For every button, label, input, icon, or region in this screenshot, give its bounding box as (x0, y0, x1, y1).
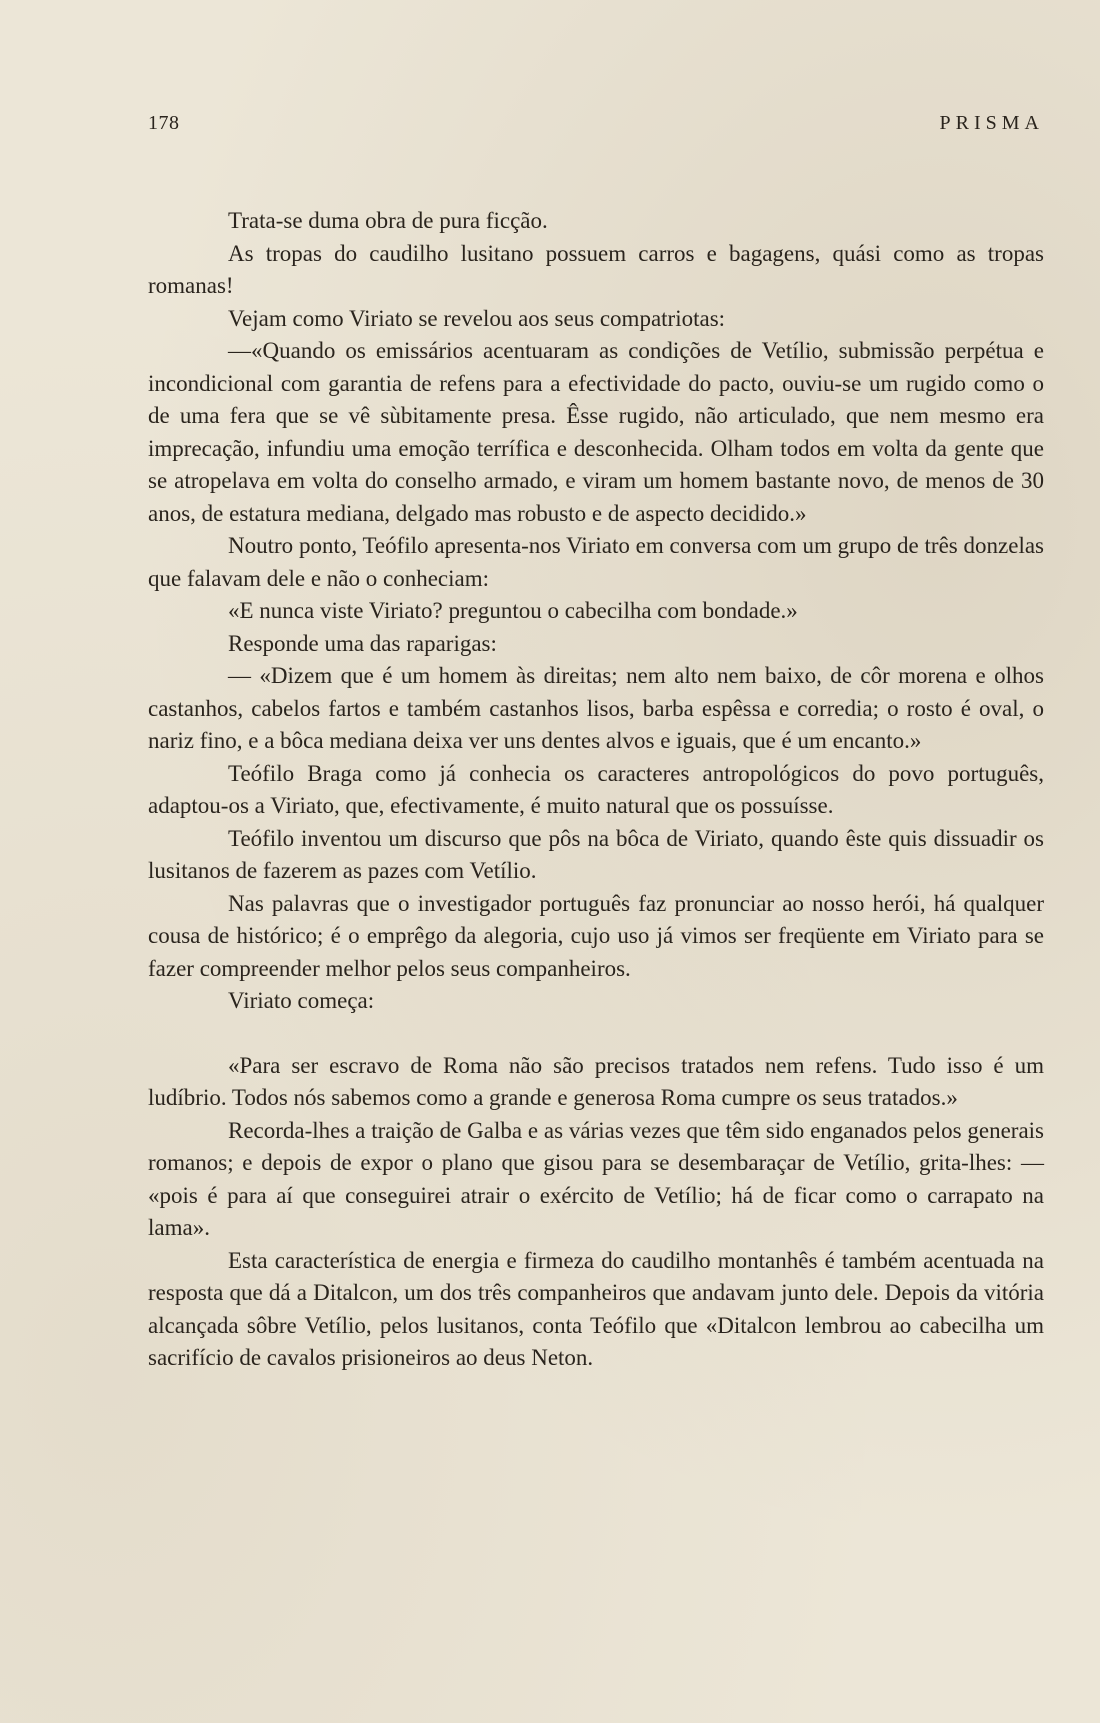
paragraph: Noutro ponto, Teófilo apresenta-nos Viriato em conversa com um grupo de três donzelas que falavam dele e não o conheciam: (148, 533, 1044, 591)
journal-title: PRISMA (939, 112, 1044, 134)
running-head (148, 112, 1044, 142)
quoted-paragraph: «E nunca viste Viriato? preguntou o cabecilha com bondade.» (228, 598, 798, 623)
paragraph: Teófilo inventou um discurso que pôs na bôca de Viriato, quando êste quis dissuadir os lusitanos de fazerem as pazes com Vetílio. (148, 825, 1044, 883)
quoted-paragraph: «Para ser escravo de Roma não são precisos tratados nem refens. Tudo isso é um ludíbrio. Todos nós sabemos como a grande e generosa Roma cumpre os seus tratados.» (148, 1052, 1044, 1110)
body-text (148, 205, 1044, 1375)
paragraph: As tropas do caudilho lusitano possuem carros e bagagens, quási como as tropas romanas! (148, 240, 1044, 298)
paragraph: Vejam como Viriato se revelou aos seus compatriotas: (228, 305, 726, 331)
paragraph: Nas palavras que o investigador português faz pronunciar ao nosso herói, há qualquer cousa de histórico; é o emprêgo da alegoria, cujo uso já vimos ser freqüente em Viriato para se fazer compreender melhor pelos seus companheiros. (148, 890, 1044, 981)
paragraph: Teófilo Braga como já conhecia os caracteres antropológicos do povo português, adaptou-os a Viriato, que, efectivamente, é muito natural que os possuísse. (148, 760, 1044, 818)
quoted-paragraph: —«Quando os emissários acentuaram as condições de Vetílio, submissão perpétua e incondicional com garantia de refens para a efectividade do pacto, ouviu-se um rugido como o de uma fera que se vê sùbitamente presa. Êsse rugido, não articulado, que nem mesmo era imprecação, infundiu uma emoção terrífica e desconhecida. Olham todos em volta da gente que se atropelava em volta do conselho armado, e viram um homem bastante novo, de menos de 30 anos, de estatura mediana, delgado mas robusto e de aspecto decidido.» (148, 338, 1044, 526)
paragraph: Viriato começa: (228, 988, 375, 1013)
paragraph: Recorda-lhes a traição de Galba e as várias vezes que têm sido enganados pelos generais romanos; e depois de expor o plano que gisou para se desembaraçar de Vetílio, grita-lhes: — «pois é para aí que conseguirei atrair o exército de Vetílio; há de ficar como o carrapato na lama». (148, 1117, 1044, 1240)
paragraph: Trata-se duma obra de pura ficção. (228, 208, 548, 233)
quoted-paragraph: — «Dizem que é um homem às direitas; nem alto nem baixo, de côr morena e olhos castanhos, cabelos fartos e também castanhos lisos, barba espêssa e corredia; o rosto é oval, o nariz fino, e a bôca mediana deixa ver uns dentes alvos e iguais, que é um encanto.» (148, 663, 1044, 753)
paragraph: Responde uma das raparigas: (228, 630, 497, 656)
paragraph: Esta característica de energia e firmeza do caudilho montanhês é também acentuada na resposta que dá a Ditalcon, um dos três companheiros que andavam junto dele. Depois da vitória alcançada sôbre Vetílio, pelos lusitanos, conta Teófilo que «Ditalcon lembrou ao cabecilha um sacrifício de cavalos prisioneiros ao deus Neton. (148, 1247, 1044, 1370)
page-number: 178 (148, 112, 180, 134)
